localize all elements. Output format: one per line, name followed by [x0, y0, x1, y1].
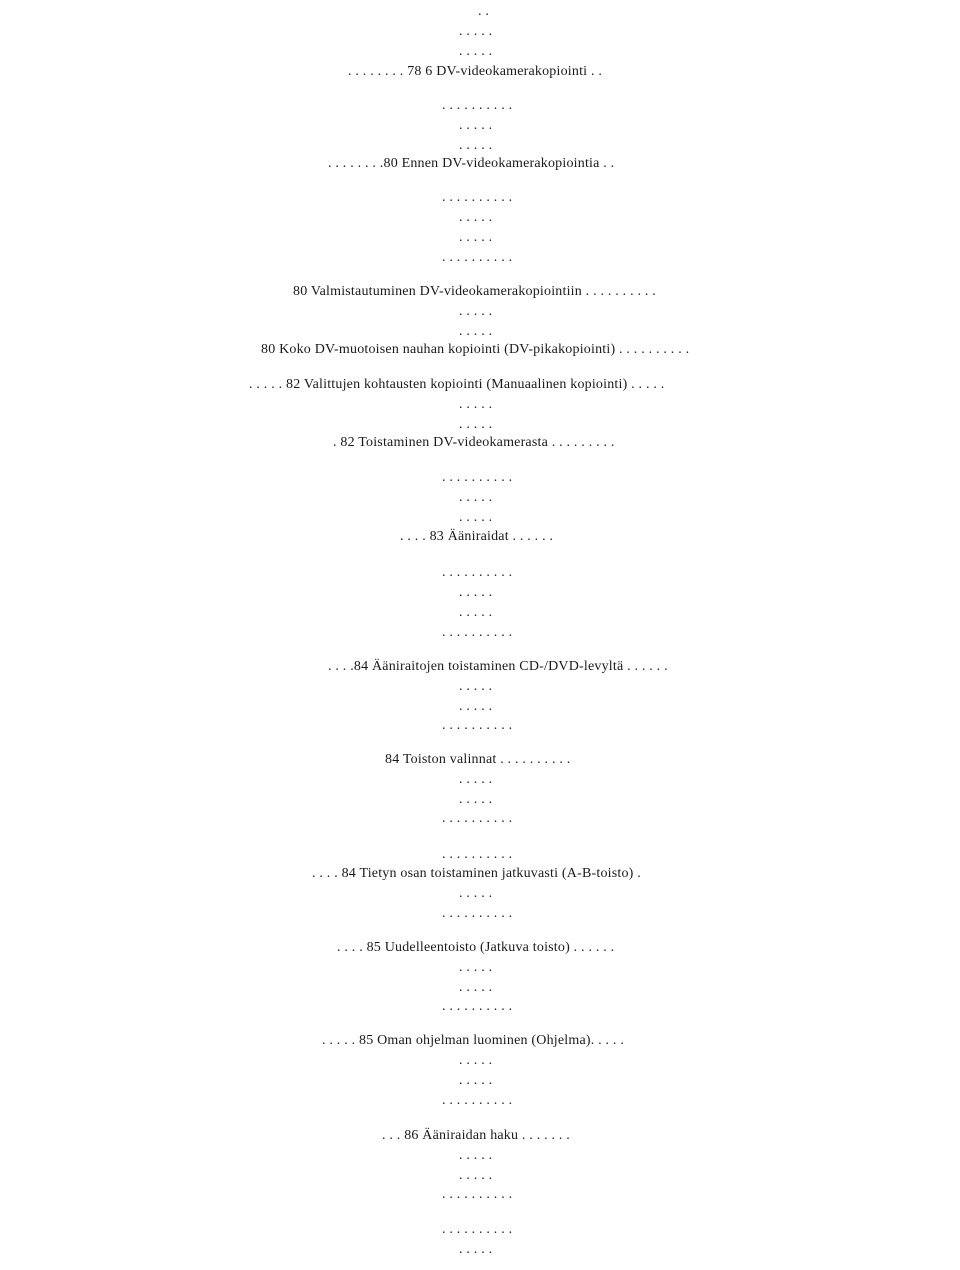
toc-line: . . . . 83 Ääniraidat . . . . . .: [400, 529, 554, 544]
toc-line: . . . . .: [459, 792, 493, 807]
toc-line: . . . . .: [459, 772, 493, 787]
toc-line: . . . . . . . . . .: [442, 190, 513, 205]
toc-line: . . . . .: [459, 605, 493, 620]
toc-line: . . . . . . . . 78 6 DV-videokamerakopiointi . .: [348, 64, 603, 79]
toc-line: . .: [478, 4, 490, 19]
toc-line: . . . . . . . . . .: [442, 625, 513, 640]
toc-line: . . . . .: [459, 1148, 493, 1163]
toc-line: . . . . . . . . . .: [442, 1093, 513, 1108]
toc-line: . . . . 84 Tietyn osan toistaminen jatkuvasti (A-B-toisto) .: [312, 866, 641, 881]
toc-line: . . . . 85 Uudelleentoisto (Jatkuva toisto) . . . . . .: [337, 940, 615, 955]
toc-line: . . . . . . . . . .: [442, 811, 513, 826]
toc-line: . . . . .: [459, 138, 493, 153]
toc-line: . . . . .: [459, 679, 493, 694]
toc-line: . . . . . . . . . .: [442, 847, 513, 862]
toc-line: . . . . .: [459, 397, 493, 412]
toc-line: . . . . .: [459, 417, 493, 432]
toc-line: . . . . .: [459, 230, 493, 245]
toc-line: 80 Koko DV-muotoisen nauhan kopiointi (DV-pikakopiointi) . . . . . . . . . .: [261, 342, 690, 357]
toc-line: . . . . .: [459, 585, 493, 600]
toc-line: . . . . . 82 Valittujen kohtausten kopiointi (Manuaalinen kopiointi) . . . . .: [249, 377, 665, 392]
toc-line: . . . . . 85 Oman ohjelman luominen (Ohjelma). . . . .: [322, 1033, 625, 1048]
toc-line: . . . . . . . . . .: [442, 1222, 513, 1237]
toc-line: . . . .84 Ääniraitojen toistaminen CD-/DVD-levyltä . . . . . .: [328, 659, 668, 674]
toc-line: . . . . . . . .80 Ennen DV-videokamerakopiointia . .: [328, 156, 615, 171]
toc-line: . 82 Toistaminen DV-videokamerasta . . . . . . . . .: [333, 435, 615, 450]
toc-line: . . . . . . . . . .: [442, 470, 513, 485]
toc-line: . . . . .: [459, 699, 493, 714]
toc-line: . . . . . . . . . .: [442, 718, 513, 733]
toc-line: 80 Valmistautuminen DV-videokamerakopiointiin . . . . . . . . . .: [293, 284, 656, 299]
toc-line: . . . . .: [459, 980, 493, 995]
toc-line: . . . . .: [459, 1242, 493, 1257]
toc-line: 84 Toiston valinnat . . . . . . . . . .: [385, 752, 571, 767]
toc-line: . . . . . . . . . .: [442, 1187, 513, 1202]
toc-line: . . . . . . . . . .: [442, 250, 513, 265]
toc-line: . . . 86 Ääniraidan haku . . . . . . .: [382, 1128, 571, 1143]
toc-line: . . . . .: [459, 510, 493, 525]
toc-line: . . . . .: [459, 1168, 493, 1183]
toc-line: . . . . .: [459, 1053, 493, 1068]
toc-line: . . . . . . . . . .: [442, 98, 513, 113]
toc-line: . . . . .: [459, 210, 493, 225]
toc-line: . . . . .: [459, 490, 493, 505]
toc-line: . . . . .: [459, 24, 493, 39]
toc-line: . . . . . . . . . .: [442, 999, 513, 1014]
toc-line: . . . . .: [459, 886, 493, 901]
toc-line: . . . . .: [459, 1073, 493, 1088]
toc-line: . . . . .: [459, 118, 493, 133]
toc-line: . . . . .: [459, 324, 493, 339]
toc-line: . . . . . . . . . .: [442, 565, 513, 580]
toc-line: . . . . . . . . . .: [442, 906, 513, 921]
toc-line: . . . . .: [459, 304, 493, 319]
toc-line: . . . . .: [459, 960, 493, 975]
toc-line: . . . . .: [459, 44, 493, 59]
